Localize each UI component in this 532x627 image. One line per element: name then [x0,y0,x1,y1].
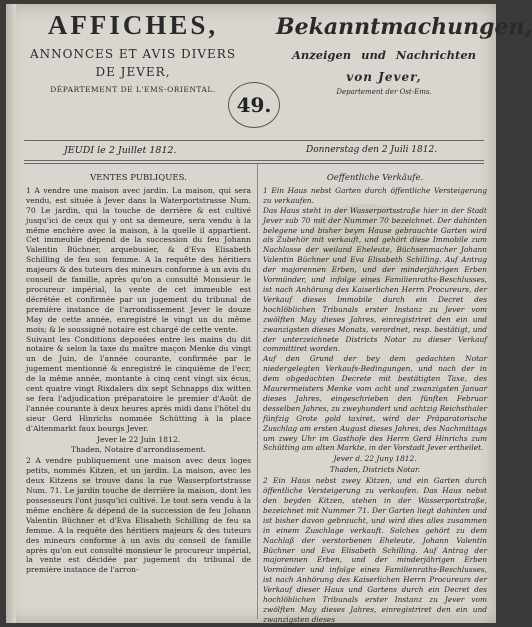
department-german: Departement der Ost-Ems. [336,88,432,96]
date-french: JEUDI le 2 Juillet 1812. [64,145,177,156]
masthead-subtitle-german-1: Anzeigen und Nachrichten [291,48,477,62]
article-signature: Thaden, Districts Notar. [329,465,421,475]
masthead-subtitle-german-2: von Jever, [346,70,422,84]
issue-number: 49. [228,82,280,128]
masthead-subtitle-french-1: ANNONCES ET AVIS DIVERS [29,47,237,61]
masthead-german [276,14,532,96]
article-signature: Thaden, Notaire d'arrondissement. [70,445,207,455]
article-paragraph: Suivant les Conditions deposées entre les mains du dit notaire & selon la taxe du maître maçon Menke du vingt un de Juin, de l'année courante, confirmée par le jugement mentionné & enregistré le cinquième de l'ecr, de la même année, montante à cinq cent vingt six écus, cent quatre vingt Rixdalers dix sept Schnapps dix witten se fera l'adjudication préparatoire le premier d'Août de l'année courante à deux heures après midi dans l'hôtel du sieur Gerd Hinrichs nommée Schütting à la place d'Altenmarkt faux bourgs Jever. [26,334,251,433]
left-column-french [26,174,251,575]
section-heading-german: Oeffentliche Verkäufe. [326,173,424,183]
date-german: Donnerstag den 2 Juili 1812. [306,145,438,155]
masthead-title-german: Bekanntmachungen, [276,14,532,40]
column-divider [257,164,258,619]
header-rule-bottom-2 [24,163,484,164]
article-paragraph: Auf den Grund der bey dem gedachten Notar niedergelegten Verkaufs-Bedingungen, und nach der in dem obgedachten Decrete mit bestätigten Taxe, des Maurermeisters Menke vom acht und zwanzigsten Januar dieses Jahres, eingeschrieben den fünften Februar desselben Jahres, zu zweyhundert und achtzig Reichsthaler fünfzig Grote gold taxiret, wird der Präparatorische Zuschlag am ersten August dieses Jahres, des Nachmittags um zwey Uhr im Gasthofe des Herrn Gerd Hinrichs zum Schütting am alten Markte, in der Vorstadt Jever ertheilet. [263,354,487,453]
article-paragraph: 1 A vendre une maison avec jardin. La maison, qui sera vendu, est située à Jever dans la Waterportstrasse Num. 70 Le jardin, qui la touche de derrière & est cultivé jusqu'ici de ceux qui y ont sa demeure, sera vendu à la même enchère avec la maison, à la quelle il appartient. Cet immeuble dépend de la succession du feu Johann Valentin Büchner, arquebusier, & d'Eva Elisabeth Schilling de feu son femme. A la requête des héritiers majeurs & des tuteurs des mineurs conforme à un avis du conseil de famille, après qu'on a consulté Monsieur le procureur impérial, la vente de cet immeuble est décrétée et confirmée par un jugement du tribunal de première instance de l'arrondissement Jever le douze May de cette année, enregistré le vingt un du même mois; & le soussigné notaire est chargé de cette vente. [26,185,251,334]
article-paragraph: 2 A vendre publiquement une maison avec deux loges petits, nommés Kitzen, et un jardin. La maison, avec les deux Kitzens se trouve dans la rue Wasserpfortstrasse Num. 71. Le jardin touche de derrière la maison, dont les possesseurs l'ont jusqu'ici cultivé. Le tout sera vendu à la même enchère & dépend de la succession de feu Johann Valentin Büchner et d'Eva Elisabeth Schilling de feu sa femme. A la requête des héritiers majeurs & des tuteurs des mineurs conforme à un avis du conseil de famille après qu'on eut consulté monsieur le procureur impérial, la vente est décidée par jugement du tribunal de première instance de l'arron- [26,456,251,575]
masthead-title-french: AFFICHES, [47,10,219,40]
header-rule-bottom [24,160,484,161]
article-paragraph: 1 Ein Haus nebst Garten durch öffentliche Versteigerung zu verkaufen. [263,185,487,205]
department-french: DÉPARTEMENT DE L'EMS-ORIENTAL. [50,85,216,94]
article-paragraph: Das Haus steht in der Wasserportsstraße hier in der Stadt Jever sub 70 mit der Nummer 70 bezeichnet. Der dahinten belegene und bisher beym Hause gebrauchte Garten wird als Zubehör mit verkauft, und gehört diese Immobile zum Nachlasse der weiland Eheleute, Büchsenmacher Johann Valentin Büchner und Eva Elisabeth Schilling. Auf Antrag der majorennen Erben, und der minderjährigen Erben Vormünder, und infolge eines Familienraths-Beschlusses, ist nach Anhörung des Kaiserlichen Herrn Procureurs, der Verkauf dieses Immobile durch ein Decret des hochlöblichen Tribunals erster Instanz zu Jever vom zwölften May dieses Jahres, einregistriret den ein und zwanzigsten dieses Monats, verordnet, resp. bestätigt, und der unterzeichnete Districts Notar zu dieser Verkauf committiret worden. [263,205,487,354]
masthead-subtitle-french-2: DE JEVER, [95,65,171,79]
page-fold-shadow [6,4,16,623]
article-paragraph: 2 Ein Haus nebst zwey Kitzen, und ein Garten durch öffentliche Versteigerung zu verkaufen. Das Haus nebst den beyden Kitzen, stehen in der Wasserportstraße, bezeichnet mit Nummer 71. Der Garten liegt dahinten und ist bisher davon gebraucht, und wird dies alles zusammen in einem Zuschlage verkauft. Solches gehört zu dem Nachlaß der verstorbenen Eheleute, Johann Valentin Büchner und Eva Elisabeth Schilling. Auf Antrag der majorennen Erben, und der minderjährigen Erben Vormünder und infolge eines Familienraths-Beschlusses, ist nach Anhörung des Kaiserlichen Herrn Procureurs der Verkauf dieser Haus und Gartens durch ein Decret des hochlöblichen Tribunals erster Instanz zu Jever vom zwölften May dieses Jahres, einregistriret den ein und zwanzigsten dieses [263,476,487,624]
section-heading-french: VENTES PUBLIQUES. [90,173,187,183]
article-date-line: Jever d. 22 Juny 1812. [333,454,417,464]
header-rule-top [24,140,484,141]
right-column-german [263,174,487,625]
article-date-line: Jever le 22 Juin 1812. [96,434,181,444]
newspaper-page [6,4,532,624]
masthead-french [28,10,238,94]
